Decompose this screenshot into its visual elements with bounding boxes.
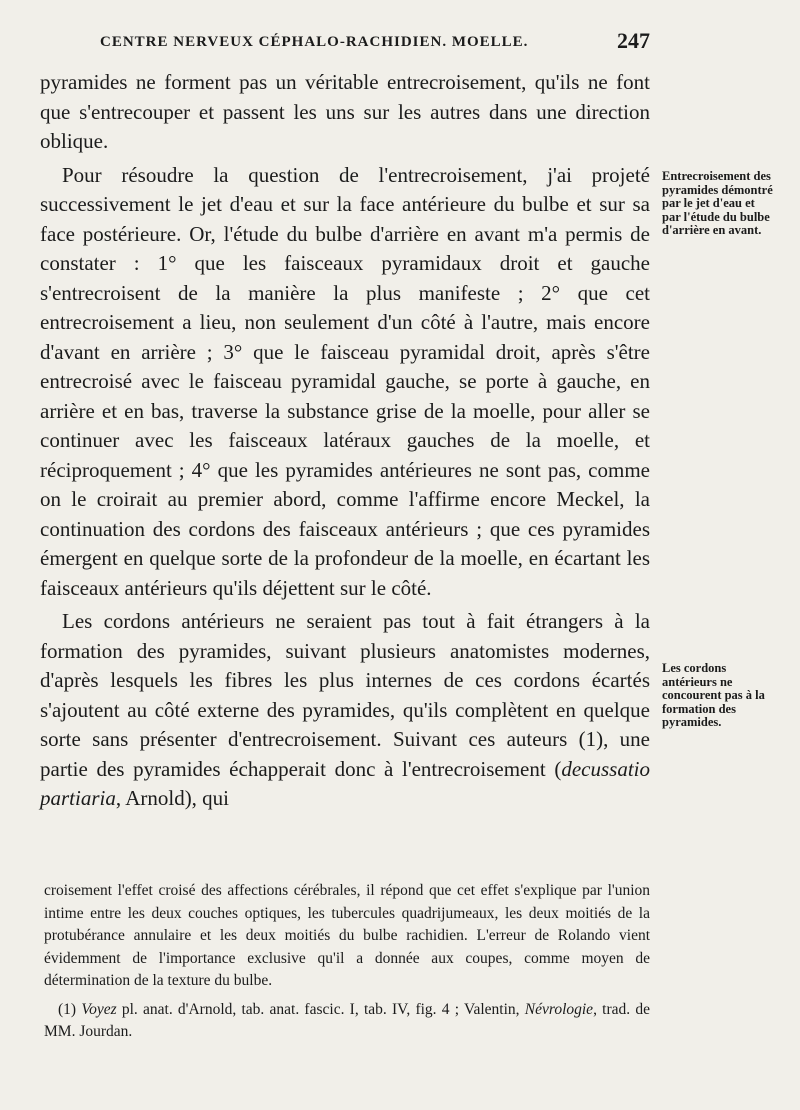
sidenote-entrecroisement: Entrecroisement des pyramides démontré par le jet d'eau et par l'étude du bulbe d'arrière en avant. [662,169,773,237]
footnotes [44,880,650,1044]
footnote-continuation: croisement l'effet croisé des affections cérébrales, il répond que cet effet s'explique par l'union intime entre les deux couches optiques, les tubercules quadrijumeaux, les deux moitiés de la protubérance annulaire et les deux moitiés du bulbe rachidien. L'erreur de Rolando vient évidemment de l'importance exclusive qu'il a donnée aux coupes, comme moyen de détermination de la texture du bulbe. [44,882,650,989]
paragraph-3-text: Les cordons antérieurs ne seraient pas tout à fait étrangers à la formation des pyramides, suivant plusieurs anatomistes modernes, d'après lesquels les fibres les plus internes de ces cordons écartés s'ajoutent au côté externe des pyramides, qu'ils complètent en quelque sorte sans présenter d'entrecroisement. Suivant ces auteurs (1), une partie des pyramides échapperait donc à l'entrecroisement ( [40,609,650,781]
latin-term: decussatio partiaria [40,756,650,810]
paragraph-3-end: , Arnold), qui [115,786,230,810]
footnote-voyez: Voyez [81,1000,117,1018]
running-title: CENTRE NERVEUX CÉPHALO-RACHIDIEN. MOELLE. [100,34,529,50]
sidenote-cordons: Les cordons antérieurs ne concourent pas à la formation des pyramides. [662,661,765,729]
footnote-ref-1: pl. anat. d'Arnold, tab. anat. fascic. I, tab. IV, fig. 4 ; Valentin, [116,1000,525,1018]
footnote-1 [44,999,650,1044]
footnote-nevrologie: Névrologie [524,1000,594,1018]
running-header [40,28,650,58]
paragraph-1: pyramides ne forment pas un véritable entrecroisement, qu'ils ne font que s'entrecouper et passent les uns sur les autres dans une direction oblique. [40,70,650,153]
page-number: 247 [617,28,650,53]
paragraph-3 [40,607,650,814]
main-text [40,68,650,814]
paragraph-2: Pour résoudre la question de l'entrecroisement, j'ai projeté successivement le jet d'eau et sur la face antérieure du bulbe et sur sa face postérieure. Or, l'étude du bulbe d'arrière en avant m'a permis de constater : 1° que les faisceaux pyramidaux droit et gauche s'entrecroisent de la manière la plus manifeste ; 2° que cet entrecroisement a lieu, non seulement d'un côté à l'autre, mais encore d'avant en arrière ; 3° que le faisceau pyramidal droit, après s'être entrecroisé avec le faisceau pyramidal gauche, se porte à gauche, en arrière et en bas, traverse la substance grise de la moelle, pour aller se continuer avec les faisceaux latéraux gauches de la moelle, et réciproquement ; 4° que les pyramides antérieures ne sont pas, comme on le croirait au premier abord, comme l'affirme encore Meckel, la continuation des cordons des faisceaux antérieurs ; que ces pyramides émergent en quelque sorte de la profondeur de la moelle, en écartant les faisceaux antérieurs qu'ils déjettent sur le côté. [40,162,650,600]
footnote-marker: (1) [58,1000,82,1018]
footnote-ref-2: , trad. de MM. Jourdan. [44,1000,650,1040]
